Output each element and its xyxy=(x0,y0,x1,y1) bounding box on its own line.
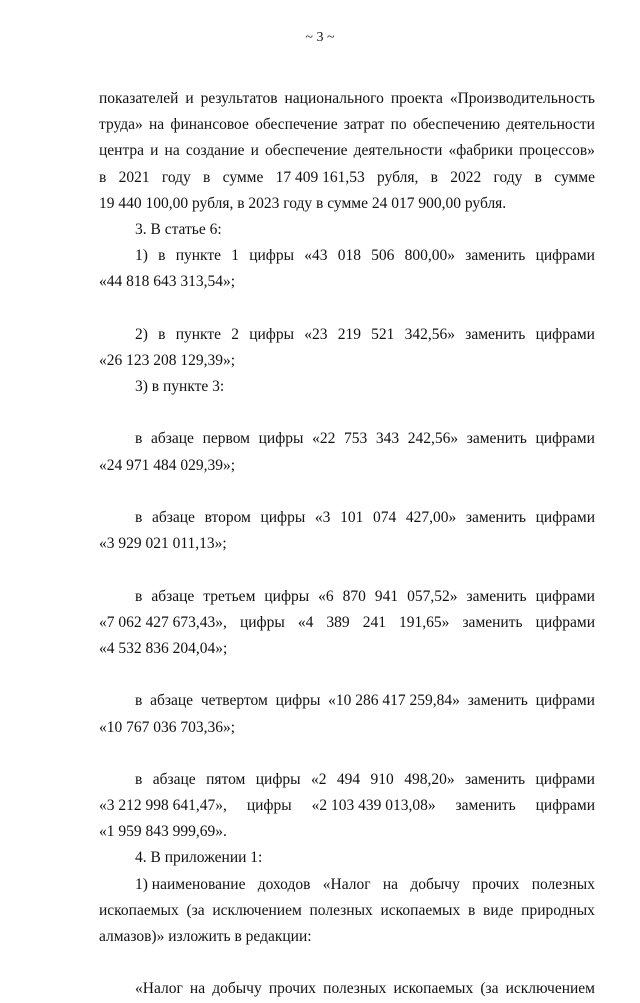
section-heading: 3. В статье 6: xyxy=(135,220,222,238)
text-line: 1) наименование доходов «Налог на добычу прочих полезных xyxy=(135,875,595,893)
text-line: алмазов)» изложить в редакции: xyxy=(99,928,312,945)
text-line: «10 767 036 703,36»; xyxy=(99,718,236,736)
document-body xyxy=(99,86,595,1003)
text-line: «7 062 427 673,43», цифры «4 389 241 191,65» заменить цифрами xyxy=(99,613,595,631)
text-line: показателей и результатов национального проекта «Производительность xyxy=(99,90,595,107)
text-line: 2) в пункте 2 цифры «23 219 521 342,56» заменить цифрами xyxy=(135,325,595,343)
text-line: «24 971 484 029,39»; xyxy=(99,456,236,474)
paragraph-gap xyxy=(99,557,595,583)
text-line: «4 532 836 204,04»; xyxy=(99,639,228,657)
paragraph-gap xyxy=(99,479,595,505)
paragraph-gap xyxy=(99,662,595,688)
text-line: «Налог на добычу прочих полезных ископаемых (за исключением xyxy=(135,980,595,998)
text-line: в абзаце первом цифры «22 753 343 242,56» заменить цифрами xyxy=(135,430,595,448)
text-line: в абзаце втором цифры «3 101 074 427,00» заменить цифрами xyxy=(135,509,595,526)
text-line: в 2021 году в сумме 17 409 161,53 рубля, в 2022 году в сумме xyxy=(99,168,595,186)
text-line: в абзаце третьем цифры «6 870 941 057,52» заменить цифрами xyxy=(135,587,595,605)
text-line: в абзаце пятом цифры «2 494 910 498,20» заменить цифрами xyxy=(135,770,595,788)
text-line: в абзаце четвертом цифры «10 286 417 259,84» заменить цифрами xyxy=(135,692,595,710)
text-line: 3) в пункте 3: xyxy=(135,378,225,396)
paragraph-gap xyxy=(99,400,595,426)
paragraph-gap xyxy=(99,741,595,767)
text-line: «44 818 643 313,54»; xyxy=(99,273,236,291)
text-line: центра и на создание и обеспечение деятельности «фабрики процессов» xyxy=(99,142,595,160)
text-line: «1 959 843 999,69». xyxy=(99,823,227,841)
paragraph-gap xyxy=(99,296,595,322)
text-line: труда» на финансовое обеспечение затрат по обеспечению деятельности xyxy=(99,116,595,134)
text-line: 19 440 100,00 рубля, в 2023 году в сумме 24 017 900,00 рубля. xyxy=(99,194,507,212)
paragraph-gap xyxy=(99,950,595,976)
text-line: ископаемых (за исключением полезных ископаемых в виде природных xyxy=(99,901,595,919)
page-number: ~ 3 ~ xyxy=(305,30,335,45)
text-line: «26 123 208 129,39»; xyxy=(99,351,236,369)
text-line: «3 929 021 011,13»; xyxy=(99,535,227,553)
text-line: 1) в пункте 1 цифры «43 018 506 800,00» заменить цифрами xyxy=(135,247,595,265)
text-line: «3 212 998 641,47», цифры «2 103 439 013,08» заменить цифрами xyxy=(99,797,595,815)
section-heading: 4. В приложении 1: xyxy=(135,849,263,867)
